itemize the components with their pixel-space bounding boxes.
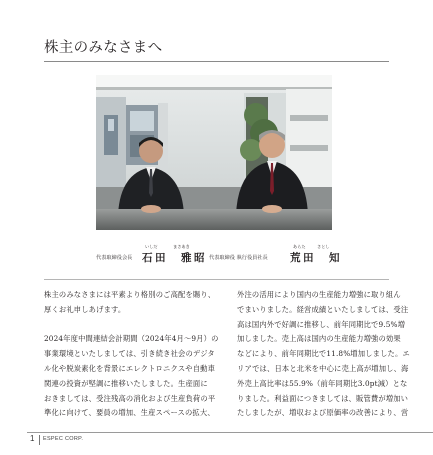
footer-divider [27,432,433,433]
president-ruby-family: あらた [293,244,306,249]
caption-president [209,244,342,270]
page-number: 1 [30,434,35,443]
body-line: 2024年度中間連結会計期間（2024年4月～9月）の [44,334,219,344]
chairman-ruby-family: いしだ [145,244,158,249]
body-line: でまいりました。経営成績といたしましては、受注 [237,304,409,314]
footer-separator [39,435,40,445]
body-line: たしましたが、増収および原価率の改善により、営 [237,408,409,418]
caption-chairman [96,244,206,270]
chairman-role: 代表取締役会長 [96,255,133,261]
body-column-right [237,288,409,421]
title-divider [44,61,389,62]
chairman-ruby-given: まさあき [173,244,190,249]
president-ruby-given: さとし [317,244,330,249]
president-name: 荒田 知 [290,252,342,264]
body-line: 厚くお礼申しあげます。 [44,304,126,314]
body-line: 株主のみなさまには平素より格別のご高配を賜り、 [44,290,216,299]
body-line: おきましては、受注残高の消化および生産負荷の平 [44,393,216,403]
body-line: 準化に向けて、要員の増加、生産スペースの拡大、 [44,408,215,418]
body-line: ル化や脱炭素化を背景にエレクトロニクスや自動車 [44,363,216,373]
president-role: 代表取締役 執行役員社長 [209,255,268,261]
body-line: 外売上高比率は55.9%（前年同期比3.0pt減）とな [237,378,408,388]
company-name: ESPEC CORP. [43,436,84,442]
body-column-left [44,288,219,421]
body-line: 加しました。売上高は国内の生産能力増強の効果 [237,334,401,344]
body-line: 事業環境といたしましては、引き続き社会のデジタ [44,349,215,359]
body-line: 高は国内外で好調に推移し、前年同期比で9.5%増 [237,319,406,329]
body-line: 関連の投資が堅調に推移いたしました。生産面に [44,378,208,388]
body-line: リアでは、日本と北米を中心に売上高が増加し、海 [237,363,409,373]
body-line: りました。利益面につきましては、販管費が増加い [237,393,409,403]
body-line: 外注の活用により国内の生産能力増強に取り組ん [237,290,401,299]
paragraph-gap [44,318,216,333]
executives-photo [96,75,332,230]
page-title: 株主のみなさまへ [44,40,163,56]
body-line: などにより、前年同期比で11.8%増加しました。エ [237,349,410,359]
chairman-name: 石田 雅昭 [142,252,207,264]
section-divider [44,279,389,280]
